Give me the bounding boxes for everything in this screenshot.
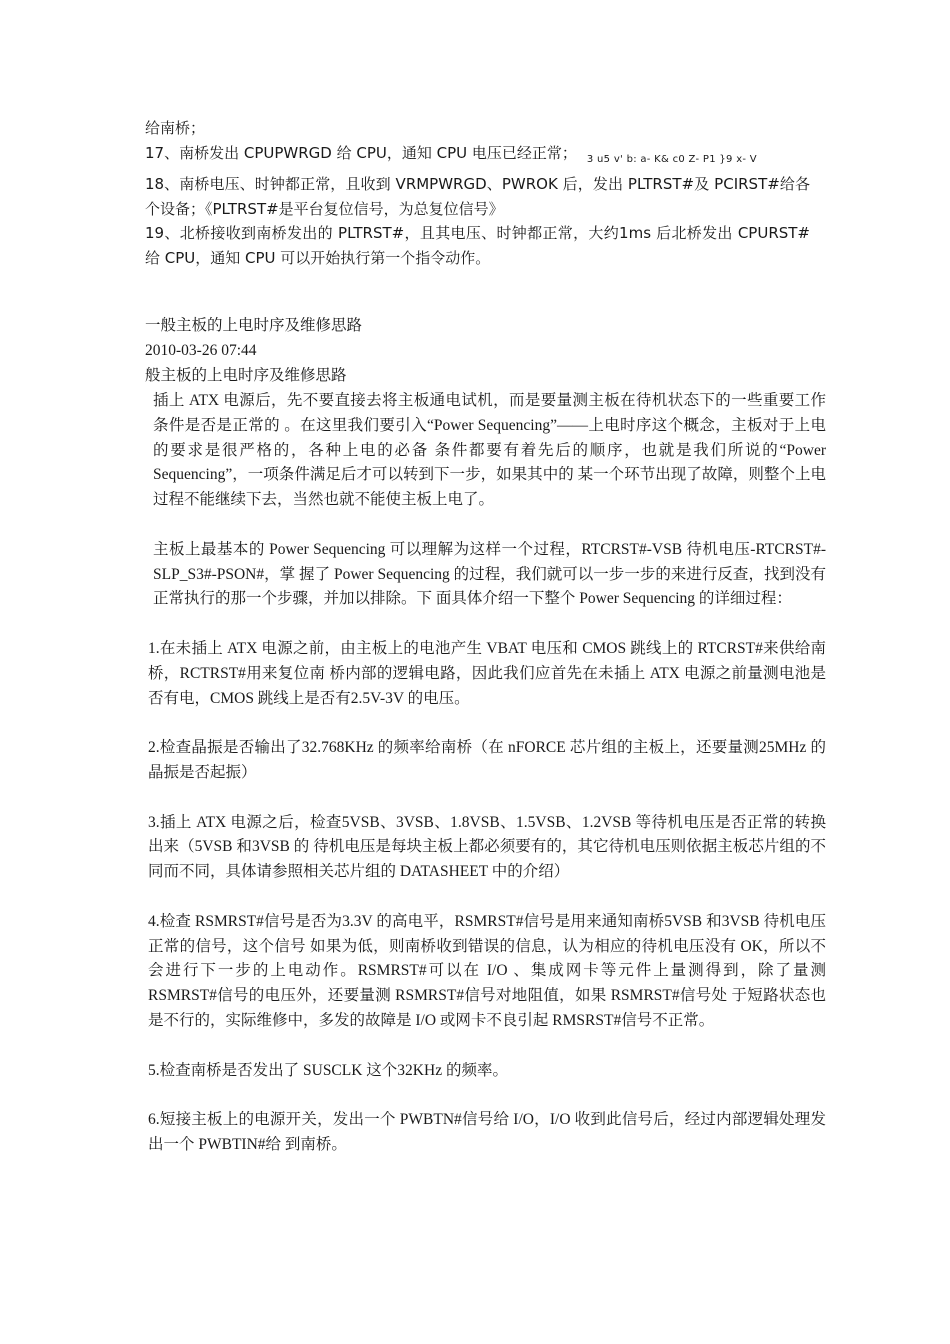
top-section	[145, 116, 810, 270]
paragraph-step-5: 5.检查南桥是否发出了 SUSCLK 这个32KHz 的频率。	[148, 1061, 508, 1079]
item-17	[145, 141, 810, 173]
article-subtitle: 般主板的上电时序及维修思路	[145, 367, 347, 384]
item-19: 19、北桥接收到南桥发出的 PLTRST#，且其电压、时钟都正常，大约1ms 后北桥发出 CPURST#给 CPU，通知 CPU 可以开始执行第一个指令动作。	[145, 224, 810, 267]
article-date: 2010-03-26 07:44	[145, 342, 257, 359]
item-17-text: 17、南桥发出 CPUPWRGD 给 CPU，通知 CPU 电压已经正常；	[145, 143, 577, 162]
paragraph-step-2: 2.检查晶振是否输出了32.768KHz 的频率给南桥（在 nFORCE 芯片组的主板上，还要量测25MHz 的晶振是否起振）	[148, 739, 826, 781]
item-17-noise: 3 u5 v' b: a- K& c0 Z- P1 }9 x- V	[586, 153, 757, 165]
paragraph-step-1: 1.在未插上 ATX 电源之前，由主板上的电池产生 VBAT 电压和 CMOS 跳线上的 RTCRST#来供给南桥，RCTRST#用来复位南 桥内部的逻辑电路，因此我们应首先在未插上 ATX 电源之前量测电池是否有电，CMOS 跳线上是否有2.5V-3V 的电压。	[148, 639, 826, 707]
item-18: 18、南桥电压、时钟都正常，且收到 VRMPWRGD、PWROK 后，发出 PLTRST#及 PCIRST#给各个设备；《PLTRST#是平台复位信号，为总复位信号》	[145, 175, 810, 218]
paragraph-intro: 插上 ATX 电源后，先不要直接去将主板通电试机，而是要量测主板在待机状态下的一些重要工作条件是否是正常的 。在这里我们要引入“Power Sequencing”——上电时序这个概念，主板对于上电的要求是很严格的，各种上电的必备 条件都要有着先后的顺序，也就是我们所说的“Power Sequencing”，一项条件满足后才可以转到下一步，如果其中的 某一个环节出现了故障，则整个上电过程不能继续下去，当然也就不能使主板上电了。	[153, 392, 826, 509]
paragraph-power-sequencing: 主板上最基本的 Power Sequencing 可以理解为这样一个过程，RTCRST#-VSB 待机电压-RTCRST#-SLP_S3#-PSON#，掌 握了 Power Sequencing 的过程，我们就可以一步一步的来进行反查，找到没有正常执行的那一个步骤，并加以排除。下 面具体介绍一下整个 Power Sequencing 的详细过程：	[153, 540, 826, 608]
paragraph-step-4: 4.检查 RSMRST#信号是否为3.3V 的高电平，RSMRST#信号是用来通知南桥5VSB 和3VSB 待机电压正常的信号，这个信号 如果为低，则南桥收到错误的信息，认为相应的待机电压没有 OK，所以不会进行下一步的上电动作。RSMRST#可以在 I/O 、集成网卡等元件上量测得到，除了量测 RSMRST#信号的电压外，还要量测 RSMRST#信号对地阻值，如果 RSMRST#信号处 于短路状态也是不行的，实际维修中，多发的故障是 I/O 或网卡不良引起 RMSRST#信号不正常。	[148, 912, 826, 1029]
article-title: 一般主板的上电时序及维修思路	[145, 317, 363, 334]
top-line-1: 给南桥；	[145, 119, 206, 137]
article-body	[148, 389, 826, 1183]
paragraph-step-6: 6.短接主板上的电源开关，发出一个 PWBTN#信号给 I/O，I/O 收到此信号后，经过内部逻辑处理发出一个 PWBTIN#给 到南桥。	[148, 1111, 826, 1153]
paragraph-step-3: 3.插上 ATX 电源之后，检查5VSB、3VSB、1.8VSB、1.5VSB、1.2VSB 等待机电压是否正常的转换出来（5VSB 和3VSB 的 待机电压是每块主板上都必须要有的，其它待机电压则依据主板芯片组的不同而不同，具体请参照相关芯片组的 DATASHEET 中的介绍）	[148, 813, 826, 881]
